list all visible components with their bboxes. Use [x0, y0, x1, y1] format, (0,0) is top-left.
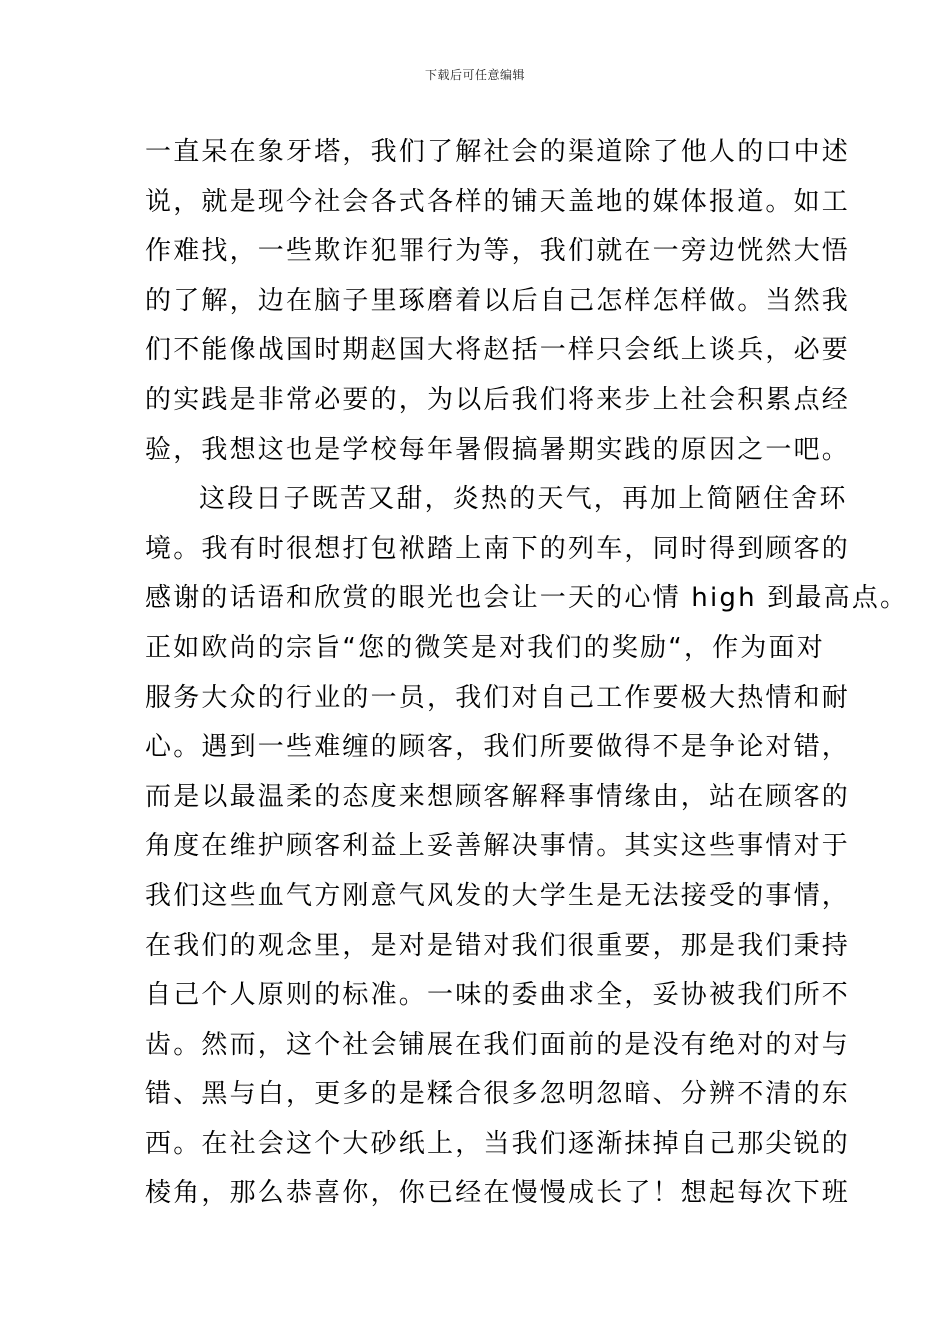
text-line: 境。我有时很想打包袱踏上南下的列车，同时得到顾客的 — [145, 533, 851, 564]
paragraph-start-line: 这段日子既苦又甜，炎热的天气，再加上简陋住舍环 — [199, 484, 848, 515]
text-line: 服务大众的行业的一员，我们对自己工作要极大热情和耐 — [145, 682, 851, 713]
text-line: 一直呆在象牙塔，我们了解社会的渠道除了他人的口中述 — [145, 137, 851, 167]
text-line: 作难找，一些欺诈犯罪行为等，我们就在一旁边恍然大悟 — [145, 236, 851, 267]
text-line: 我们这些血气方刚意气风发的大学生是无法接受的事情， — [145, 880, 851, 911]
text-line: 错、黑与白，更多的是糅合很多忽明忽暗、分辨不清的东 — [145, 1079, 851, 1110]
text-line: 而是以最温柔的态度来想顾客解释事情缘由，站在顾客的 — [145, 781, 851, 812]
text-line: 角度在维护顾客利益上妥善解决事情。其实这些事情对于 — [145, 831, 851, 862]
text-line: 说，就是现今社会各式各样的铺天盖地的媒体报道。如工 — [145, 186, 851, 217]
header-note: 下载后可任意编辑 — [424, 68, 525, 82]
text-line: 们不能像战国时期赵国大将赵括一样只会纸上谈兵，必要 — [145, 335, 851, 366]
text-line: 西。在社会这个大砂纸上，当我们逐渐抹掉自己那尖锐的 — [145, 1128, 851, 1159]
text-line: 的了解，边在脑子里琢磨着以后自己怎样怎样做。当然我 — [145, 285, 851, 316]
text-line: 齿。然而，这个社会铺展在我们面前的是没有绝对的对与 — [145, 1029, 851, 1060]
text-line: 棱角，那么恭喜你，你已经在慢慢成长了！想起每次下班 — [145, 1178, 851, 1209]
text-line: 在我们的观念里，是对是错对我们很重要，那是我们秉持 — [145, 930, 851, 961]
body-text — [145, 128, 909, 1219]
text-line: 自己个人原则的标准。一味的委曲求全，妥协被我们所不 — [145, 980, 851, 1011]
text-line: 心。遇到一些难缠的顾客，我们所要做得不是争论对错， — [145, 732, 851, 763]
text-line: 感谢的话语和欣赏的眼光也会让一天的心情 high 到最高点。 — [145, 583, 909, 614]
text-line: 正如欧尚的宗旨“您的微笑是对我们的奖励“，作为面对 — [145, 632, 825, 663]
text-line: 的实践是非常必要的，为以后我们将来步上社会积累点经 — [145, 384, 851, 415]
text-line: 验，我想这也是学校每年暑假搞暑期实践的原因之一吧。 — [145, 434, 851, 465]
